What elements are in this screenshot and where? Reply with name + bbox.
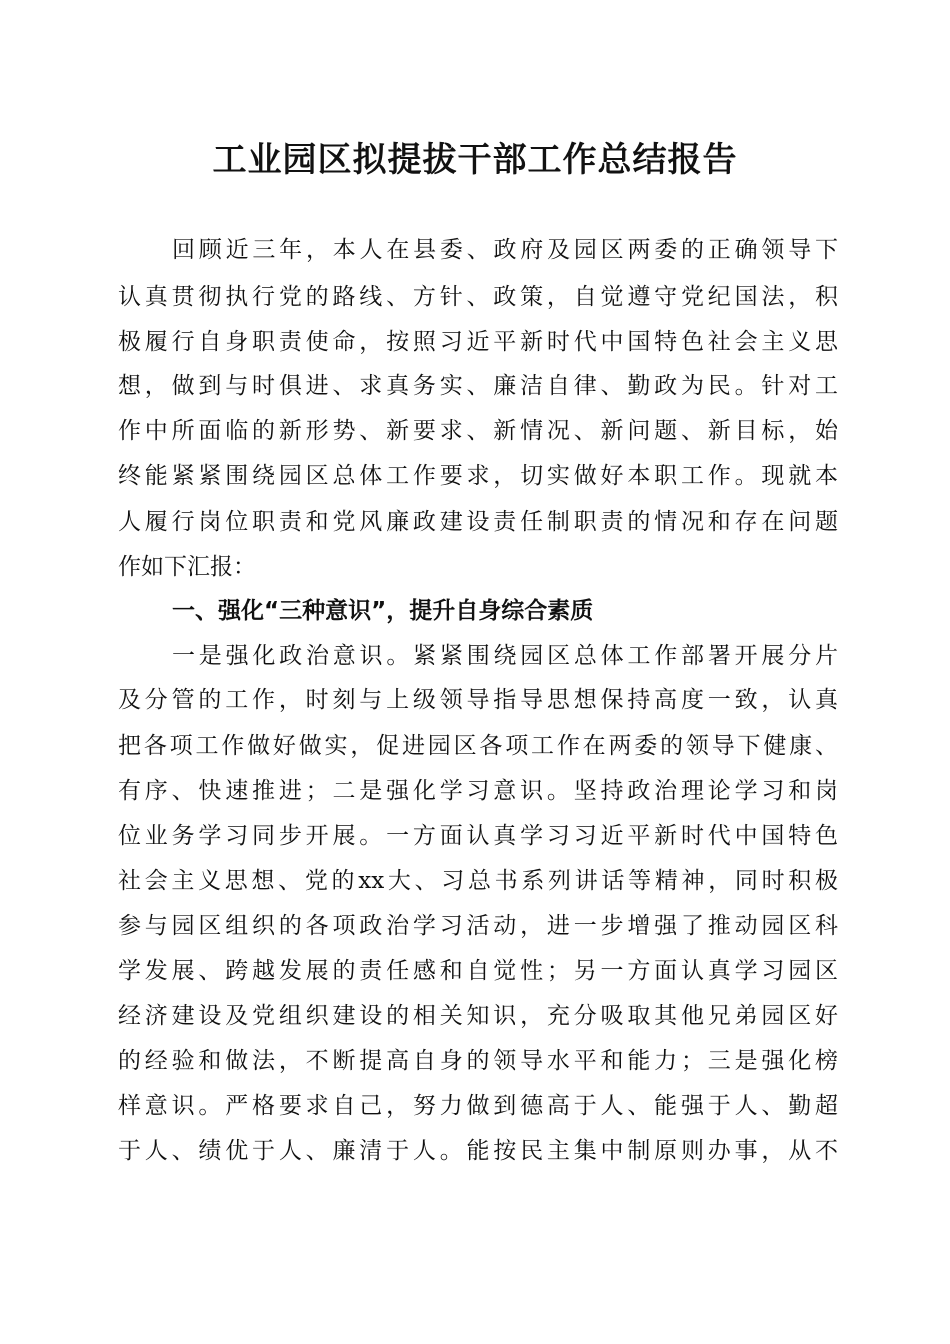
- intro-line: 作中所面临的新形势、新要求、新情况、新问题、新目标，始: [118, 418, 838, 444]
- body-line: 有序、快速推进；二是强化学习意识。坚持政治理论学习和岗: [118, 778, 838, 804]
- body-line: 社会主义思想、党的xx大、习总书系列讲话等精神，同时积极: [118, 868, 838, 894]
- body-line: 一是强化政治意识。紧紧围绕园区总体工作部署开展分片: [172, 643, 838, 669]
- body-line: 经济建设及党组织建设的相关知识，充分吸取其他兄弟园区好: [118, 1003, 838, 1029]
- intro-line: 极履行自身职责使命，按照习近平新时代中国特色社会主义思: [118, 329, 838, 355]
- intro-line: 认真贯彻执行党的路线、方针、政策，自觉遵守党纪国法，积: [118, 284, 838, 310]
- body-line: 及分管的工作，时刻与上级领导指导思想保持高度一致，认真: [118, 687, 838, 713]
- intro-line: 回顾近三年，本人在县委、政府及园区两委的正确领导下: [172, 237, 838, 263]
- intro-line: 想，做到与时俱进、求真务实、廉洁自律、勤政为民。针对工: [118, 373, 838, 399]
- body-line: 样意识。严格要求自己，努力做到德高于人、能强于人、勤超: [118, 1093, 838, 1119]
- body-line: 把各项工作做好做实，促进园区各项工作在两委的领导下健康、: [118, 733, 838, 759]
- body-line: 参与园区组织的各项政治学习活动，进一步增强了推动园区科: [118, 913, 838, 939]
- intro-line: 人履行岗位职责和党风廉政建设责任制职责的情况和存在问题: [118, 509, 838, 535]
- section-heading: 一、强化“三种意识”，提升自身综合素质: [172, 598, 594, 624]
- body-line: 于人、绩优于人、廉清于人。能按民主集中制原则办事，从不: [118, 1138, 838, 1164]
- intro-line: 作如下汇报：: [118, 554, 256, 580]
- body-line: 学发展、跨越发展的责任感和自觉性；另一方面认真学习园区: [118, 958, 838, 984]
- intro-line: 终能紧紧围绕园区总体工作要求，切实做好本职工作。现就本: [118, 463, 838, 489]
- body-line: 的经验和做法，不断提高自身的领导水平和能力；三是强化榜: [118, 1048, 838, 1074]
- body-line: 位业务学习同步开展。一方面认真学习习近平新时代中国特色: [118, 823, 838, 849]
- document-title: 工业园区拟提拔干部工作总结报告: [212, 140, 738, 180]
